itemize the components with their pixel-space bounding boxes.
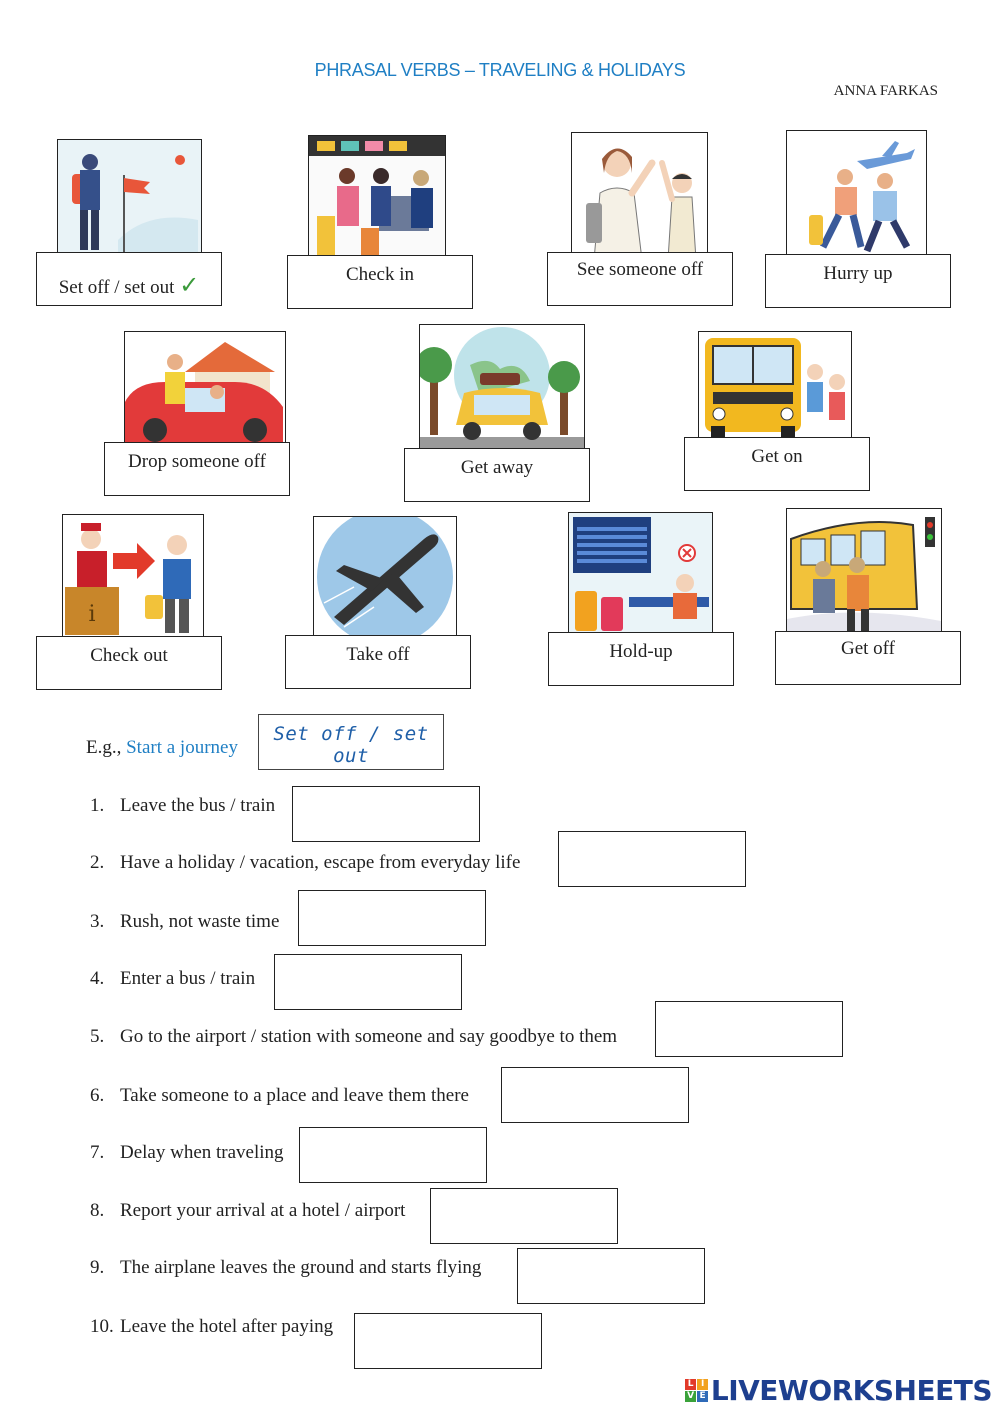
question-text: Leave the bus / train	[120, 795, 276, 816]
answer-field-7[interactable]	[299, 1127, 487, 1183]
card-label-text: Set off / set out	[58, 277, 175, 298]
card-label-text: Check in	[345, 264, 415, 285]
answer-field-8[interactable]	[430, 1188, 618, 1244]
question-text: Delay when traveling	[120, 1142, 284, 1163]
card-label-text: See someone off	[576, 259, 704, 280]
logo-letter: I	[697, 1379, 708, 1390]
waving-goodbye-icon	[571, 132, 708, 261]
question-number: 10.	[90, 1316, 114, 1337]
hiker-with-flag-icon	[57, 139, 202, 255]
liveworksheets-logo[interactable]	[685, 1374, 992, 1407]
question-number: 5.	[90, 1026, 105, 1047]
card-label-text: Get away	[460, 457, 534, 478]
hotel-check-out-icon	[62, 514, 204, 638]
car-drop-off-icon	[124, 331, 286, 443]
question-number: 4.	[90, 968, 105, 989]
card-label-text: Hold-up	[609, 641, 673, 662]
question-7	[90, 1142, 284, 1164]
card-label-get-off	[775, 631, 961, 685]
logo-text: LIVEWORKSHEETS	[710, 1374, 992, 1407]
card-label-hold-up	[548, 632, 734, 686]
question-number: 3.	[90, 911, 105, 932]
card-label-drop-someone-off	[104, 442, 290, 496]
airport-check-in-icon	[308, 135, 446, 264]
example-definition: Start a journey	[126, 737, 238, 758]
question-text: Have a holiday / vacation, escape from everyday life	[120, 852, 521, 873]
question-text: Take someone to a place and leave them there	[120, 1085, 469, 1106]
question-number: 8.	[90, 1200, 105, 1221]
people-leaving-bus-icon	[786, 508, 942, 636]
question-number: 7.	[90, 1142, 105, 1163]
card-label-set-off	[36, 252, 222, 306]
card-label-get-on	[684, 437, 870, 491]
answer-field-5[interactable]	[655, 1001, 843, 1057]
example-prefix: E.g.,	[86, 737, 122, 758]
card-label-check-out	[36, 636, 222, 690]
answer-field-2[interactable]	[558, 831, 746, 887]
answer-field-6[interactable]	[501, 1067, 689, 1123]
answer-field-4[interactable]	[274, 954, 462, 1010]
answer-field-1[interactable]	[292, 786, 480, 842]
question-number: 6.	[90, 1085, 105, 1106]
card-label-text: Take off	[346, 644, 410, 665]
question-1	[90, 795, 275, 817]
card-label-text: Check out	[90, 645, 168, 666]
card-label-get-away	[404, 448, 590, 502]
card-label-text: Get off	[841, 638, 895, 659]
running-travelers-icon	[786, 130, 927, 256]
question-5	[90, 1026, 617, 1048]
logo-letter: V	[685, 1391, 696, 1402]
checkmark-icon: ✓	[179, 271, 200, 299]
live-squares-icon	[685, 1379, 708, 1402]
school-bus-icon	[698, 331, 852, 439]
question-text: Report your arrival at a hotel / airport	[120, 1200, 406, 1221]
card-label-text: Hurry up	[823, 263, 893, 284]
airplane-icon	[313, 516, 457, 638]
card-label-see-someone-off	[547, 252, 733, 306]
question-8	[90, 1200, 405, 1222]
question-text: Go to the airport / station with someone and say goodbye to them	[120, 1026, 618, 1047]
question-10	[90, 1316, 333, 1338]
card-label-hurry-up	[765, 254, 951, 308]
question-6	[90, 1085, 469, 1107]
question-text: The airplane leaves the ground and starts flying	[120, 1257, 482, 1278]
logo-letter: E	[697, 1391, 708, 1402]
logo-letter: L	[685, 1379, 696, 1390]
car-road-trip-icon	[419, 324, 585, 452]
question-text: Rush, not waste time	[120, 911, 280, 932]
departure-board-icon	[568, 512, 713, 634]
example-row	[86, 737, 238, 759]
question-2	[90, 852, 520, 874]
author-name: ANNA FARKAS	[833, 83, 938, 99]
card-label-take-off	[285, 635, 471, 689]
card-label-text: Drop someone off	[128, 451, 266, 472]
example-answer-box: Set off / set out	[258, 714, 444, 770]
answer-field-3[interactable]	[298, 890, 486, 946]
question-3	[90, 911, 279, 933]
page-title: PHRASAL VERBS – TRAVELING & HOLIDAYS	[314, 60, 686, 80]
svg-text:i: i	[88, 602, 96, 627]
question-number: 2.	[90, 852, 105, 873]
question-number: 1.	[90, 795, 105, 816]
question-4	[90, 968, 255, 990]
question-number: 9.	[90, 1257, 105, 1278]
question-text: Enter a bus / train	[120, 968, 256, 989]
answer-field-9[interactable]	[517, 1248, 705, 1304]
question-text: Leave the hotel after paying	[120, 1316, 334, 1337]
question-9	[90, 1257, 481, 1279]
card-label-check-in	[287, 255, 473, 309]
answer-field-10[interactable]	[354, 1313, 542, 1369]
card-label-text: Get on	[751, 446, 803, 467]
